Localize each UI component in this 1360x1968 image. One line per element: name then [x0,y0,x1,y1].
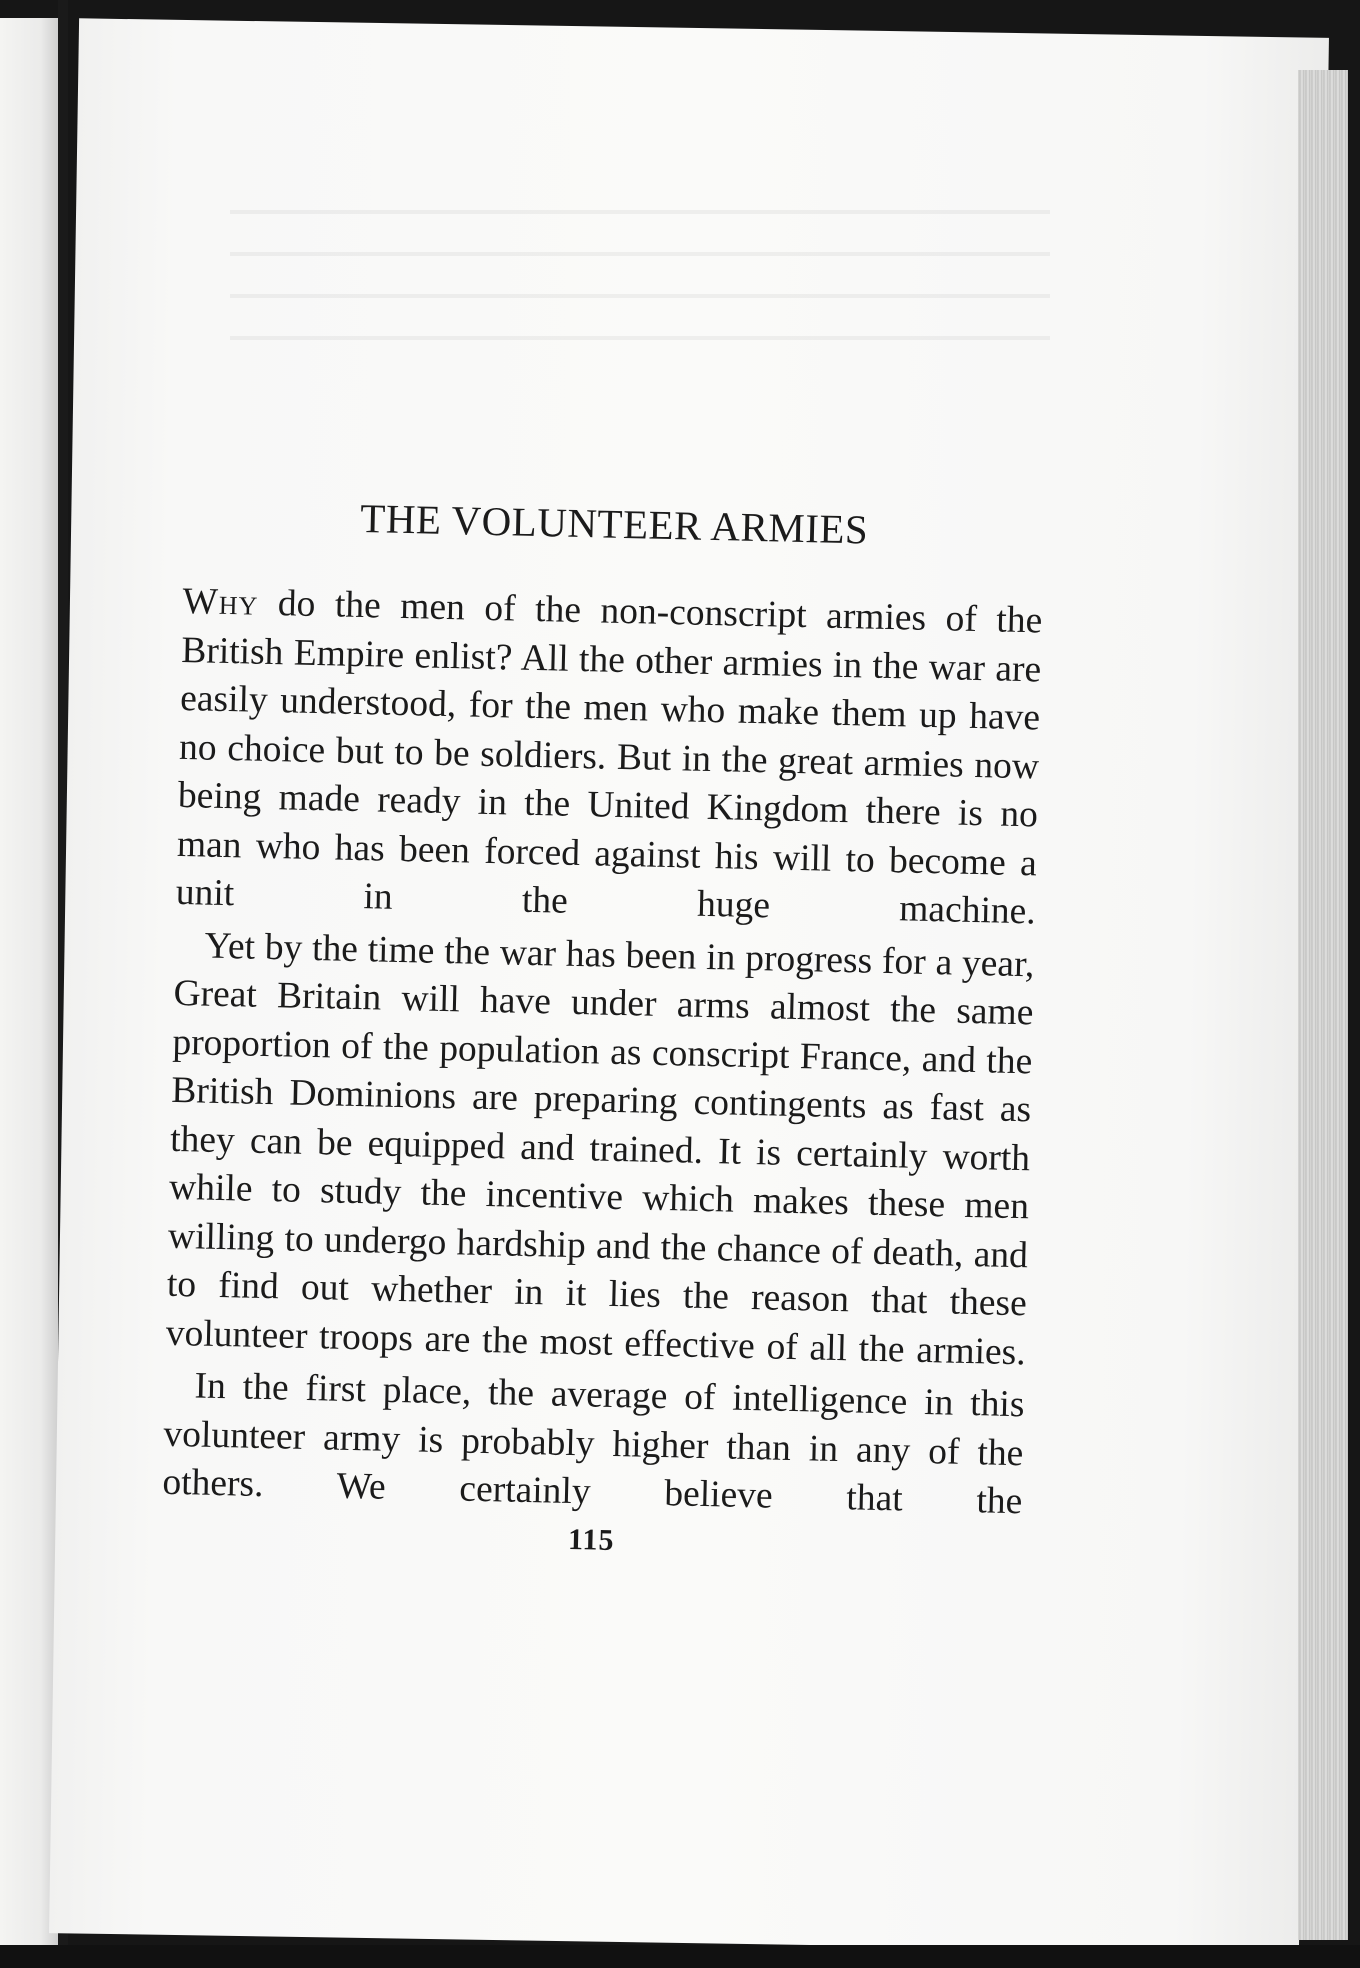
page-number: 115 [567,1522,615,1557]
bleed-through-text [230,210,1050,360]
page-text-block [161,490,1045,1567]
paragraph-1 [175,578,1042,937]
facing-page-edge [0,18,58,1948]
scan-bottom-border [0,1945,1360,1968]
chapter-title: THE VOLUNTEER ARMIES [359,494,869,553]
paragraph-1-text: do the men of the non-conscript armies of the British Empire enlist? All the other armies in the war are easily understood, for the men who make them up have no choice but to be soldiers. But in the great armies now being made ready in the United Kingdom there is no man who has been forced against his will to become a unit in the huge machine. [175,582,1043,933]
paragraph-lead-word: Why [182,580,259,624]
paragraph-2: Yet by the time the war has been in progress for a year, Great Britain will have under arms almost the same proportion of the population as conscript France, and the British Dominions are preparing contingents as fast as they can be equipped and trained. It is certainly worth while to study the incentive which makes these men willing to undergo hardship and the chance of death, and to find out whether in it lies the reason that these volunteer troops are the most effective of all the armies. [165,925,1035,1373]
paragraph-3: In the first place, the average of intelligence in this volunteer army is probably higher than in any of the others. We certainly believe that the [162,1365,1025,1523]
page-stack-edge [1298,70,1348,1940]
